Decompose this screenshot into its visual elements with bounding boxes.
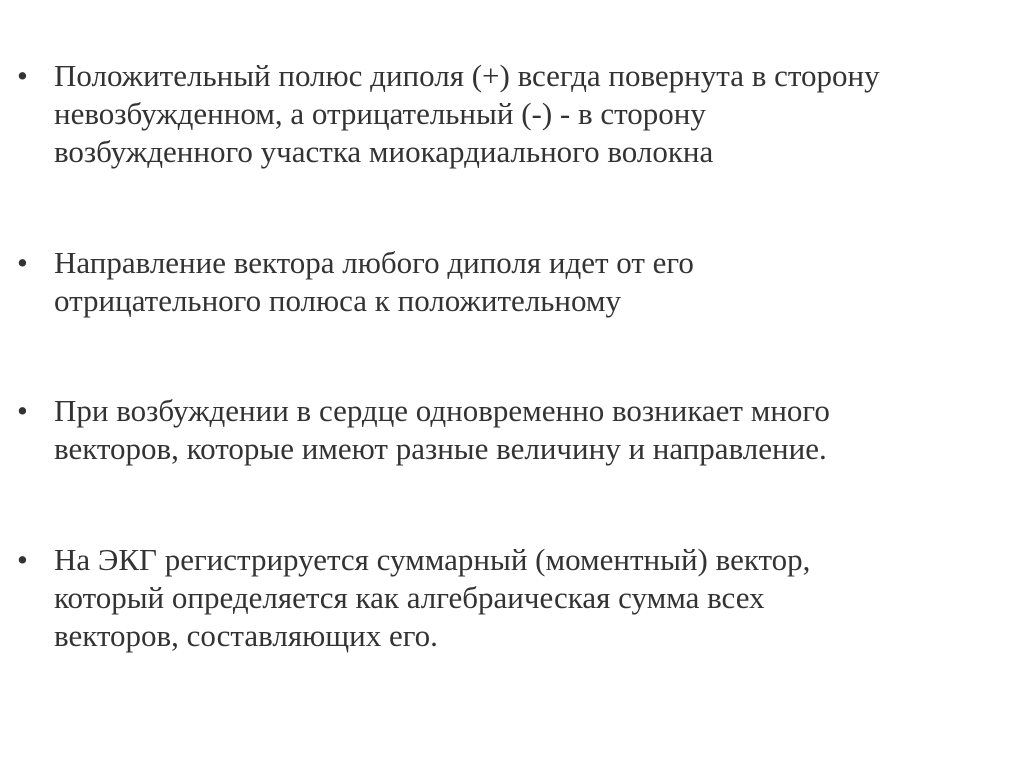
bullet-item-vector-direction [17,244,977,320]
bullet-item-summary-vector [17,541,977,655]
bullet-text: Положительный полюс диполя (+) всегда повернута в сторону невозбужденном, а отрицательный (-) - в сторону возбужденного участка миокардиального волокна [54,58,880,169]
bullet-text: При возбуждении в сердце одновременно возникает много векторов, которые имеют разные величину и направление. [54,393,830,466]
bullet-dot-icon: • [17,58,28,93]
bullet-dot-icon: • [17,245,28,280]
bullet-text: На ЭКГ регистрируется суммарный (моментный) вектор, который определяется как алгебраическая сумма всех векторов, составляющих его. [54,542,811,653]
bullet-item-dipole-poles [17,57,977,171]
bullet-dot-icon: • [17,393,28,428]
bullet-dot-icon: • [17,542,28,577]
bullet-item-many-vectors [17,392,977,468]
bullet-text: Направление вектора любого диполя идет от его отрицательного полюса к положительному [54,245,694,318]
